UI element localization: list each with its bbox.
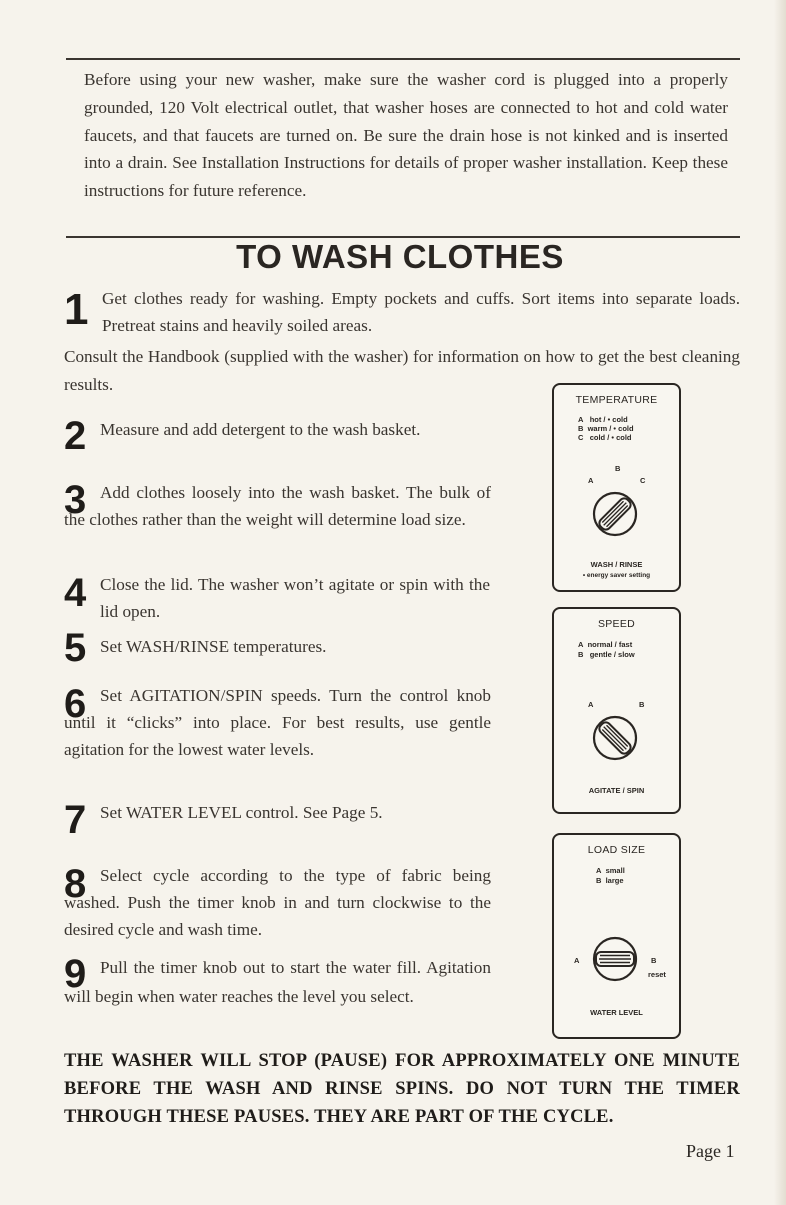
option-key: B xyxy=(578,650,584,659)
step-7-text: Set WATER LEVEL control. See Page 5. xyxy=(100,803,383,822)
load-size-panel xyxy=(552,833,681,1039)
option-text: large xyxy=(605,876,624,885)
temperature-option-b xyxy=(578,424,634,433)
page-edge-shadow xyxy=(774,0,786,1205)
step-8-text: Select cycle according to the type of fabric being washed. Push the timer knob in and turn clockwise to the desired cycle and wash time. xyxy=(64,866,491,939)
speed-panel-title: SPEED xyxy=(597,618,636,630)
load-size-dial-label-a: A xyxy=(574,956,580,965)
option-key: B xyxy=(596,876,602,885)
option-text: normal / fast xyxy=(587,640,633,649)
temperature-dial-label-b: B xyxy=(615,464,621,473)
page-title: TO WASH CLOTHES xyxy=(236,238,564,275)
step-1-number: 1 xyxy=(64,285,89,334)
step-2-number: 2 xyxy=(64,414,87,458)
step-4-text: Close the lid. The washer won’t agitate or spin with the lid open. xyxy=(100,575,490,621)
water-level-knob-icon[interactable] xyxy=(590,934,640,984)
option-key: A xyxy=(596,866,602,875)
option-key: C xyxy=(578,433,584,442)
step-9-number: 9 xyxy=(64,952,87,996)
step-5-text: Set WASH/RINSE temperatures. xyxy=(100,637,327,656)
speed-option-b xyxy=(578,650,635,659)
speed-option-a xyxy=(578,640,632,649)
load-size-panel-title: LOAD SIZE xyxy=(587,844,646,856)
option-text: gentle / slow xyxy=(589,650,635,659)
step-1-text: Get clothes ready for washing. Empty pockets and cuffs. Sort items into separate loads. Pretreat stains and heavily soiled areas. xyxy=(102,289,740,335)
temperature-dial-label-c: C xyxy=(640,476,646,485)
speed-knob-icon[interactable] xyxy=(590,713,640,763)
temperature-panel-title: TEMPERATURE xyxy=(575,394,658,406)
temperature-panel-footer: WASH / RINSE xyxy=(590,560,643,569)
speed-panel-footer: AGITATE / SPIN xyxy=(588,786,645,795)
step-7-number: 7 xyxy=(64,798,87,842)
load-size-dial-label-b: B xyxy=(651,956,657,965)
step-3-number: 3 xyxy=(64,478,87,522)
top-rule xyxy=(66,58,740,60)
step-8-number: 8 xyxy=(64,862,87,906)
step-5-number: 5 xyxy=(64,626,87,670)
option-key: B xyxy=(578,424,584,433)
pause-warning: THE WASHER WILL STOP (PAUSE) FOR APPROXIMATELY ONE MINUTE BEFORE THE WASH AND RINSE SPINS. DO NOT TURN THE TIMER THROUGH THESE PAUSES. THEY ARE PART OF THE CYCLE. xyxy=(64,1051,740,1127)
consult-paragraph: Consult the Handbook (supplied with the washer) for information on how to get the best cleaning results. xyxy=(64,347,740,394)
step-2-text: Measure and add detergent to the wash basket. xyxy=(100,420,421,439)
speed-dial-label-a: A xyxy=(588,700,594,709)
speed-dial-label-b: B xyxy=(639,700,645,709)
temperature-option-a xyxy=(578,415,628,424)
option-text: cold / • cold xyxy=(589,433,632,442)
option-key: A xyxy=(578,640,584,649)
reset-label: reset xyxy=(648,970,666,979)
option-text: hot / • cold xyxy=(589,415,628,424)
temperature-dial-label-a: A xyxy=(588,476,594,485)
temperature-option-c xyxy=(578,433,631,442)
option-key: A xyxy=(578,415,584,424)
intro-paragraph: Before using your new washer, make sure the washer cord is plugged into a properly grounded, 120 Volt electrical outlet, that washer hoses are connected to hot and cold water faucets, and that faucets are turned on. Be sure the drain hose is not kinked and is inserted into a drain. See Installation Instructions for details of proper washer installation. Keep these instructions for future reference. xyxy=(84,70,728,201)
page-number: Page 1 xyxy=(686,1141,735,1161)
load-size-option-a xyxy=(596,866,625,875)
step-3-text: Add clothes loosely into the wash basket. The bulk of the clothes rather than the weight will determine load size. xyxy=(64,483,491,529)
load-size-option-b xyxy=(596,876,624,885)
speed-panel xyxy=(552,607,681,814)
step-4-number: 4 xyxy=(64,571,87,615)
step-6-number: 6 xyxy=(64,682,87,726)
option-text: warm / • cold xyxy=(587,424,634,433)
energy-saver-note: • energy saver setting xyxy=(582,572,651,579)
option-text: small xyxy=(605,866,625,875)
load-size-panel-footer: WATER LEVEL xyxy=(590,1008,643,1017)
step-6-text: Set AGITATION/SPIN speeds. Turn the control knob until it “clicks” into place. For best results, use gentle agitation for the lowest water levels. xyxy=(64,686,491,759)
step-9-text: Pull the timer knob out to start the water fill. Agitation will begin when water reaches the level you select. xyxy=(64,958,491,1006)
temperature-panel xyxy=(552,383,681,592)
temperature-knob-icon[interactable] xyxy=(590,489,640,539)
